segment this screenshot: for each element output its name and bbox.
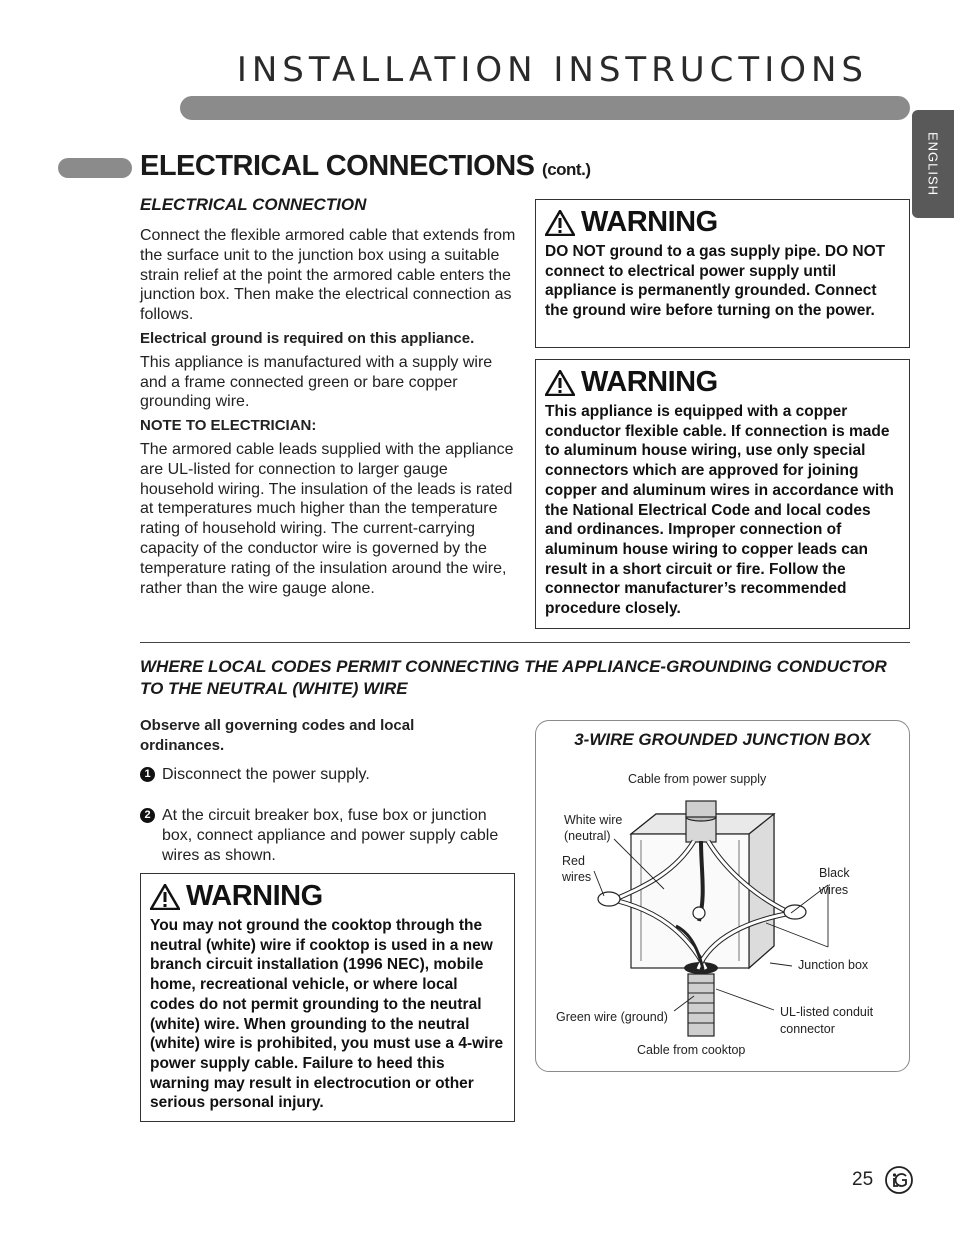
section-pill	[58, 158, 132, 178]
warning-title-text: WARNING	[581, 206, 718, 238]
paragraph: Connect the flexible armored cable that extends from the surface unit to the junction box using a suitable strain relief at the point the armored cable enters the junction box. Then make the electrical connection as follows.	[140, 227, 516, 324]
label-white-wire: White wire	[564, 813, 623, 827]
step-text: Disconnect the power supply.	[162, 766, 370, 783]
warning-triangle-icon	[545, 370, 575, 396]
warning-box-aluminum-wiring	[535, 359, 910, 629]
warning-title-text: WARNING	[186, 880, 323, 912]
junction-box-diagram	[535, 720, 910, 1072]
label-white-wire-neutral: (neutral)	[564, 829, 611, 843]
section-divider	[140, 642, 910, 643]
step-text: At the circuit breaker box, fuse box or junction box, connect appliance and power supply cable wires as shown.	[162, 807, 499, 864]
label-green-wire: Green wire (ground)	[556, 1010, 668, 1024]
step-2	[140, 806, 520, 870]
warning-triangle-icon	[545, 210, 575, 236]
label-black-wires-2: wires	[819, 883, 849, 897]
warning-title	[150, 880, 505, 913]
language-tab[interactable]	[912, 110, 954, 218]
section-title: ELECTRICAL CONNECTIONS	[140, 150, 535, 182]
language-tab-label: ENGLISH	[925, 131, 941, 197]
neutral-grounding-subhead: WHERE LOCAL CODES PERMIT CONNECTING THE APPLIANCE-GROUNDING CONDUCTOR TO THE NEUTRAL (WHITE) WIRE	[140, 657, 887, 698]
page-title: INSTALLATION INSTRUCTIONS	[236, 50, 868, 90]
warning-title-text: WARNING	[581, 366, 718, 398]
label-black-wires: Black	[819, 866, 850, 880]
warning-title	[545, 206, 900, 239]
section-heading	[140, 150, 590, 183]
observe-codes-note: Observe all governing codes and local ordinances.	[140, 717, 415, 754]
paragraph: This appliance is manufactured with a supply wire and a frame connected green or bare copper grounding wire.	[140, 353, 493, 411]
label-junction-box: Junction box	[798, 958, 869, 972]
warning-text: DO NOT ground to a gas supply pipe. DO NOT connect to electrical power supply until appliance is permanently grounded. Connect the ground wire before turning on the power.	[545, 243, 886, 320]
step-1	[140, 765, 520, 787]
label-cooktop-cable: Cable from cooktop	[637, 1043, 746, 1057]
label-conduit-connector: connector	[780, 1022, 835, 1036]
warning-text: You may not ground the cooktop through the neutral (white) wire if cooktop is used in a new branch circuit installation (1996 NEC), mobile home, recreational vehicle, or where local codes do not permit grounding to the neutral (white) wire. When grounding to the neutral (white) wire is prohibited, you must use a 4-wire power supply cable. Failure to heed this warning may result in electrocution or other serious personal injury.	[150, 917, 504, 1112]
electrician-note-heading: NOTE TO ELECTRICIAN:	[140, 417, 317, 435]
section-title-suffix: (cont.)	[542, 160, 591, 179]
warning-triangle-icon	[150, 884, 180, 910]
ground-required-note: Electrical ground is required on this appliance.	[140, 329, 475, 347]
diagram-title: 3-WIRE GROUNDED JUNCTION BOX	[574, 730, 871, 749]
label-red-wires-2: wires	[562, 870, 592, 884]
warning-box-neutral-ground	[140, 873, 515, 1122]
warning-box-gas-pipe	[535, 199, 910, 348]
label-power-cable: Cable from power supply	[628, 772, 767, 786]
lg-logo-icon	[885, 1166, 913, 1194]
warning-title	[545, 366, 900, 399]
warning-text: This appliance is equipped with a copper conductor flexible cable. If connection is made to aluminum house wiring, use only special connectors which are approved for joining copper and aluminum wires in accordance with the National Electrical Code and local codes and ordinances. Improper connection of aluminum house wiring to copper leads can result in a short circuit or fire. Follow the connector manufacturer’s recommended procedure closely.	[545, 403, 894, 618]
electrical-connection-body	[140, 226, 518, 602]
label-conduit: UL-listed conduit	[780, 1005, 874, 1019]
electrical-connection-subhead: ELECTRICAL CONNECTION	[140, 195, 367, 214]
label-red-wires: Red	[562, 854, 585, 868]
page-number: 25	[852, 1169, 874, 1190]
title-bar	[180, 96, 910, 120]
paragraph: The armored cable leads supplied with the appliance are UL-listed for connection to larger gauge household wiring. The insulation of the leads is rated at temperatures much higher than the temperature rating of household wiring. The current-carrying capacity of the conductor wire is governed by the temperature rating of the insulation around the wire, rather than the wire gauge alone.	[140, 440, 514, 597]
step-number: 1	[140, 767, 155, 782]
step-number: 2	[140, 808, 155, 823]
